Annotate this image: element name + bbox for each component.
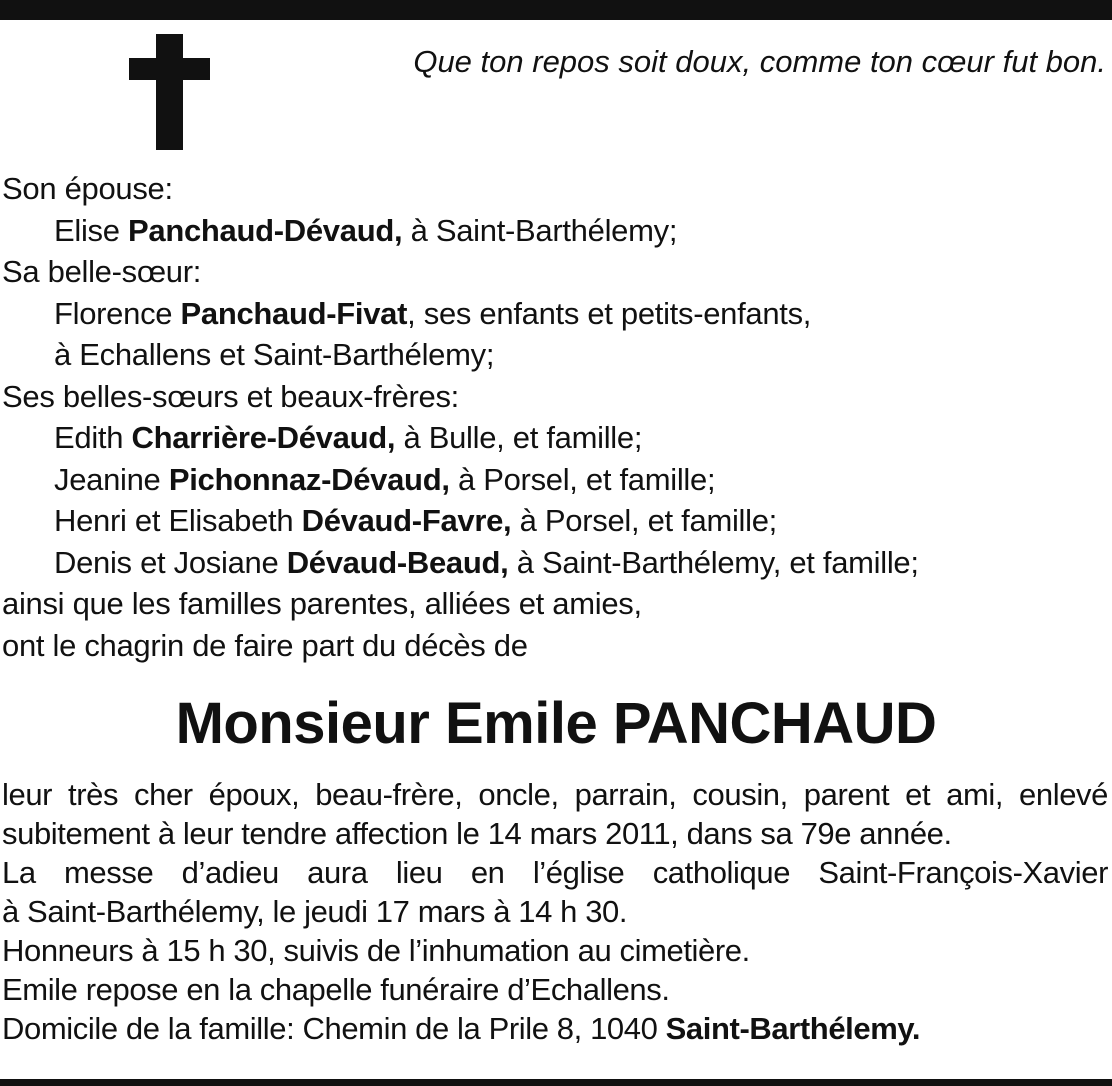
family-address-line <box>2 1009 1108 1048</box>
family-list <box>2 168 919 666</box>
spouse-place: à Saint-Barthélemy; <box>402 212 678 248</box>
top-rule <box>0 0 1112 20</box>
sister-in-law-first-name: Florence <box>54 295 181 331</box>
spouse-heading: Son épouse: <box>2 171 173 206</box>
in-law-surname: Charrière-Dévaud, <box>131 420 396 455</box>
sister-in-law-surname: Panchaud-Fivat <box>180 295 408 331</box>
in-law-place: à Saint-Barthélemy, et famille; <box>508 544 919 580</box>
announce-line: ont le chagrin de faire part du décès de <box>2 627 528 663</box>
in-law-line <box>2 542 919 584</box>
in-law-first-name: Edith <box>54 420 132 455</box>
spouse-first-name: Elise <box>54 212 129 248</box>
deceased-name: Monsieur Emile PANCHAUD <box>175 691 937 756</box>
spouse-surname: Panchaud-Dévaud, <box>128 212 403 248</box>
cross-vertical-bar <box>156 34 183 150</box>
sister-in-law-place: à Echallens et Saint-Barthélemy; <box>54 337 495 372</box>
in-law-place: à Porsel, et famille; <box>511 503 777 538</box>
spouse-line <box>2 210 919 252</box>
details-line: à Saint-Barthélemy, le jeudi 17 mars à 14 h 30. <box>2 894 628 929</box>
in-law-place: à Bulle, et famille; <box>395 420 643 455</box>
in-law-line <box>2 459 919 501</box>
details-line: subitement à leur tendre affection le 14 mars 2011, dans sa 79e année. <box>2 816 952 851</box>
sister-in-law-family: , ses enfants et petits-enfants, <box>407 295 812 331</box>
sister-in-law-heading: Sa belle-sœur: <box>2 254 202 289</box>
in-law-first-name: Henri et Elisabeth <box>54 503 302 538</box>
sister-in-law-line <box>2 293 919 335</box>
in-law-first-name: Denis et Josiane <box>54 544 287 580</box>
bottom-rule <box>0 1079 1112 1086</box>
relatives-line: ainsi que les familles parentes, alliées et amies, <box>2 586 642 621</box>
in-law-surname: Dévaud-Beaud, <box>286 544 509 580</box>
in-laws-heading: Ses belles-sœurs et beaux-frères: <box>2 378 459 414</box>
in-law-first-name: Jeanine <box>54 461 169 497</box>
in-law-place: à Porsel, et famille; <box>449 461 716 497</box>
in-law-surname: Pichonnaz-Dévaud, <box>168 461 450 497</box>
family-address-locality: Saint-Barthélemy. <box>665 1011 921 1046</box>
details-line: Honneurs à 15 h 30, suivis de l’inhumation au cimetière. <box>2 933 750 968</box>
cross-horizontal-bar <box>129 58 210 80</box>
details-line: La messe d’adieu aura lieu en l’église catholique Saint-François-Xavier <box>2 855 1108 890</box>
epigraph: Que ton repos soit doux, comme ton cœur fut bon. <box>413 44 1106 79</box>
details-line: leur très cher époux, beau-frère, oncle, parrain, cousin, parent et ami, enlevé <box>2 777 1108 812</box>
in-law-line <box>2 417 919 459</box>
funeral-details <box>2 775 1108 1048</box>
in-law-surname: Dévaud-Favre, <box>301 503 512 538</box>
in-law-line <box>2 500 919 542</box>
details-line: Emile repose en la chapelle funéraire d’Echallens. <box>2 972 670 1007</box>
family-address: Domicile de la famille: Chemin de la Prile 8, 1040 <box>2 1011 666 1046</box>
